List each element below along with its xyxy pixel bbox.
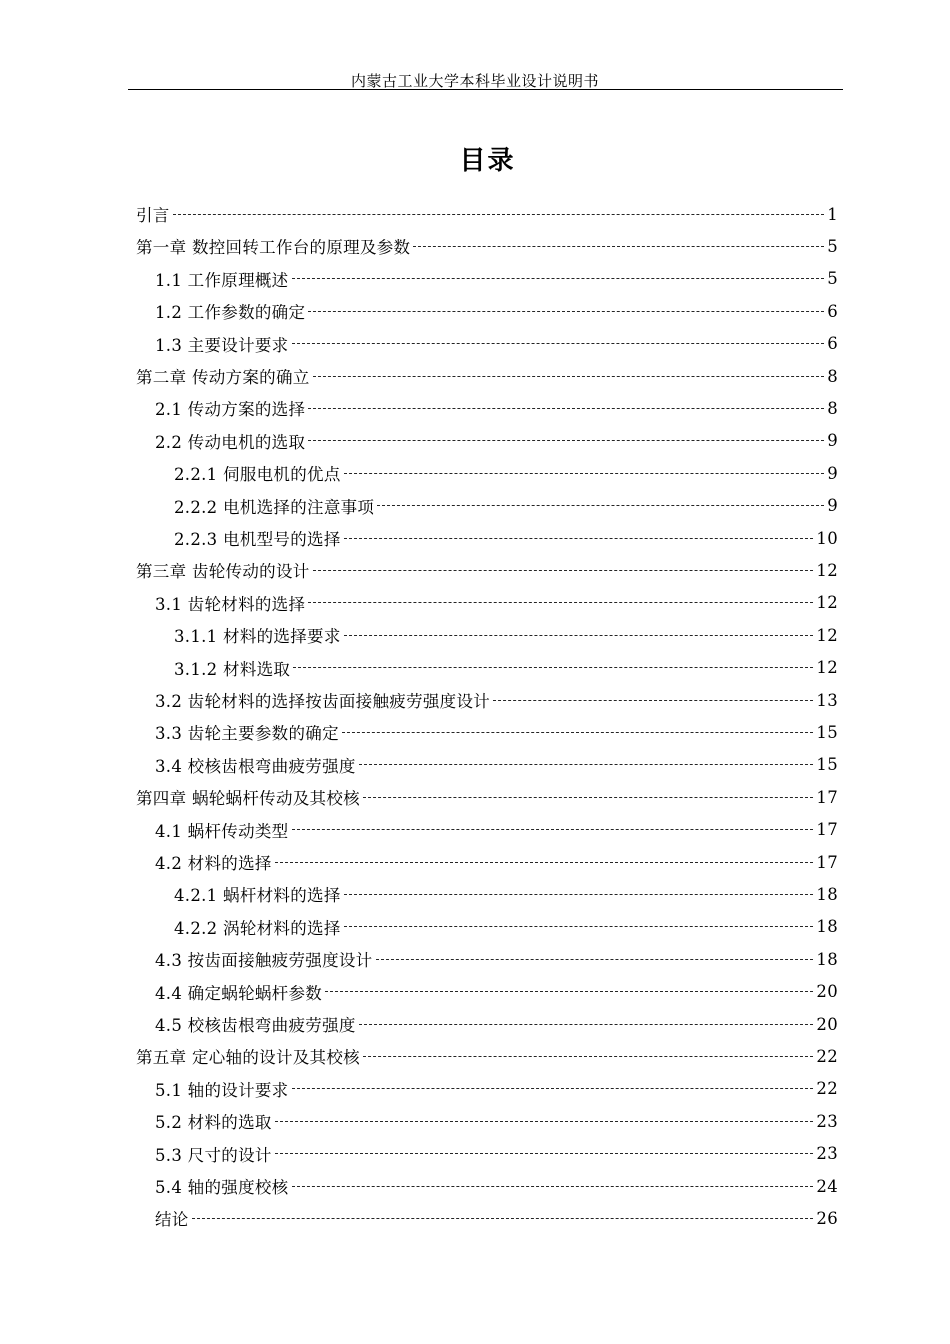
toc-entry (174, 491, 838, 521)
toc-entry-label: 5.4 轴的强度校核 (155, 1178, 289, 1197)
toc-leader (363, 797, 813, 798)
toc-entry (174, 879, 838, 909)
toc-entry-label: 5.3 尺寸的设计 (155, 1145, 272, 1165)
toc-entry-label: 3.1.1 材料的选择要求 (174, 627, 341, 647)
toc-entry (155, 1074, 838, 1104)
toc-leader (292, 278, 825, 279)
toc-entry-label: 3.2 齿轮材料的选择按齿面接触疲劳强度设计 (155, 692, 491, 711)
toc-entry-page: 15 (816, 755, 838, 775)
toc-entry-label: 4.2 材料的选择 (155, 854, 272, 873)
toc-leader (308, 440, 824, 441)
toc-entry (155, 750, 838, 780)
toc-leader (344, 473, 825, 474)
toc-entry (155, 1171, 838, 1201)
toc-entry-page: 6 (827, 334, 838, 354)
toc-entry (155, 426, 838, 456)
toc-entry-page: 1 (827, 204, 838, 224)
toc-entry-label: 1.2 工作参数的确定 (155, 303, 306, 323)
toc-leader (292, 1186, 814, 1187)
toc-leader (344, 538, 814, 539)
toc-leader (344, 894, 814, 895)
toc-entry-page: 15 (816, 722, 838, 742)
toc-entry-label: 2.2.2 电机选择的注意事项 (174, 497, 375, 517)
toc-entry-label: 第四章 蜗轮蜗杆传动及其校核 (136, 789, 360, 809)
toc-entry-page: 12 (816, 658, 838, 678)
toc-entry (155, 815, 838, 845)
toc-entry (136, 199, 838, 229)
page-title: 目录 (459, 146, 516, 176)
toc-leader (363, 1056, 813, 1057)
toc-entry-label: 1.1 工作原理概述 (155, 270, 289, 290)
toc-leader (275, 1153, 814, 1154)
toc-entry-label: 4.4 确定蜗轮蜗杆参数 (155, 983, 323, 1003)
toc-entry-page: 26 (816, 1208, 838, 1228)
header-rule (128, 89, 843, 90)
toc-entry-page: 20 (816, 1014, 838, 1034)
toc-leader (275, 862, 814, 863)
toc-entry (155, 847, 838, 877)
toc-entry-label: 2.2.3 电机型号的选择 (174, 530, 341, 549)
toc-entry-page: 18 (816, 917, 838, 937)
toc-entry (174, 458, 838, 488)
toc-entry (174, 912, 838, 942)
toc-entry (136, 361, 838, 391)
toc-entry (155, 1009, 838, 1039)
toc-entry-label: 2.2 传动电机的选取 (155, 432, 306, 452)
toc-leader (377, 505, 824, 506)
toc-leader (292, 343, 825, 344)
toc-entry-page: 5 (827, 269, 838, 289)
toc-entry (136, 1041, 838, 1071)
toc-leader (325, 991, 813, 992)
toc-entry (155, 1106, 838, 1136)
toc-entry (155, 264, 838, 294)
toc-leader (308, 602, 813, 603)
toc-entry (155, 296, 838, 326)
toc-leader (376, 959, 814, 960)
toc-entry-label: 3.4 校核齿根弯曲疲劳强度 (155, 756, 356, 776)
toc-entry (136, 782, 838, 812)
toc-entry-page: 24 (816, 1176, 838, 1196)
toc-entry-label: 引言 (136, 206, 170, 225)
toc-entry-label: 第一章 数控回转工作台的原理及参数 (136, 238, 411, 258)
toc-entry (155, 329, 838, 359)
toc-leader (293, 667, 813, 668)
toc-entry (155, 1203, 838, 1233)
toc-entry-page: 6 (827, 301, 838, 321)
toc-entry-page: 12 (816, 560, 838, 580)
toc-entry-page: 10 (816, 528, 838, 548)
toc-entry (174, 523, 838, 553)
toc-entry-page: 5 (827, 236, 838, 256)
toc-entry-page: 22 (816, 1079, 838, 1099)
toc-leader (308, 408, 824, 409)
toc-leader (493, 700, 813, 701)
toc-entry (174, 653, 838, 683)
toc-leader (359, 764, 814, 765)
toc-entry-page: 17 (816, 852, 838, 872)
toc-leader (173, 214, 825, 215)
toc-entry-label: 2.1 传动方案的选择 (155, 400, 306, 420)
toc-entry-label: 4.5 校核齿根弯曲疲劳强度 (155, 1016, 356, 1035)
toc-entry-page: 18 (816, 884, 838, 904)
toc-entry (136, 231, 838, 261)
toc-entry-label: 第二章 传动方案的确立 (136, 368, 310, 387)
toc-entry-label: 第五章 定心轴的设计及其校核 (136, 1048, 360, 1068)
toc-entry-label: 结论 (155, 1210, 189, 1230)
toc-entry-page: 23 (816, 1144, 838, 1164)
toc-entry-page: 17 (816, 787, 838, 807)
toc-entry-page: 18 (816, 949, 838, 969)
toc-entry (155, 1139, 838, 1169)
toc-entry-page: 17 (816, 820, 838, 840)
toc-leader (275, 1121, 814, 1122)
toc-entry (155, 588, 838, 618)
toc-entry-label: 4.1 蜗杆传动类型 (155, 821, 289, 841)
toc-entry-label: 3.3 齿轮主要参数的确定 (155, 724, 339, 744)
toc-leader (313, 570, 814, 571)
toc-entry-page: 23 (816, 1111, 838, 1131)
toc-entry-label: 3.1 齿轮材料的选择 (155, 594, 306, 614)
toc-entry-label: 3.1.2 材料选取 (174, 659, 291, 679)
toc-entry-page: 12 (816, 625, 838, 645)
toc-leader (342, 732, 814, 733)
toc-entry-page: 22 (816, 1046, 838, 1066)
toc-entry-page: 12 (816, 593, 838, 613)
toc-entry-label: 2.2.1 伺服电机的优点 (174, 465, 341, 485)
running-header: 内蒙古工业大学本科毕业设计说明书 (350, 72, 599, 90)
toc-entry (155, 685, 838, 715)
toc-leader (308, 311, 824, 312)
toc-leader (344, 635, 814, 636)
toc-entry-page: 8 (827, 366, 838, 386)
toc-entry-label: 第三章 齿轮传动的设计 (136, 562, 310, 582)
toc-entry-page: 9 (827, 431, 838, 451)
toc-entry-page: 9 (827, 496, 838, 516)
toc-leader (359, 1024, 814, 1025)
toc-entry-page: 13 (816, 690, 838, 710)
toc-leader (313, 376, 825, 377)
toc-entry-label: 5.1 轴的设计要求 (155, 1080, 289, 1100)
toc-entry-label: 4.2.1 蜗杆材料的选择 (174, 886, 341, 906)
toc-leader (344, 926, 814, 927)
toc-entry-page: 8 (827, 398, 838, 418)
toc-leader (413, 246, 824, 247)
toc-entry (155, 393, 838, 423)
toc-entry-label: 4.3 按齿面接触疲劳强度设计 (155, 951, 373, 971)
toc-entry (155, 717, 838, 747)
toc-leader (192, 1218, 814, 1219)
toc-entry (155, 944, 838, 974)
toc-entry-page: 9 (827, 463, 838, 483)
toc-entry-label: 5.2 材料的选取 (155, 1113, 272, 1133)
toc-entry (155, 977, 838, 1007)
toc-entry-page: 20 (816, 982, 838, 1002)
toc-entry-label: 1.3 主要设计要求 (155, 335, 289, 355)
toc-leader (292, 829, 814, 830)
toc-leader (292, 1088, 814, 1089)
toc-entry-label: 4.2.2 涡轮材料的选择 (174, 918, 341, 938)
toc-entry (174, 620, 838, 650)
toc-entry (136, 555, 838, 585)
